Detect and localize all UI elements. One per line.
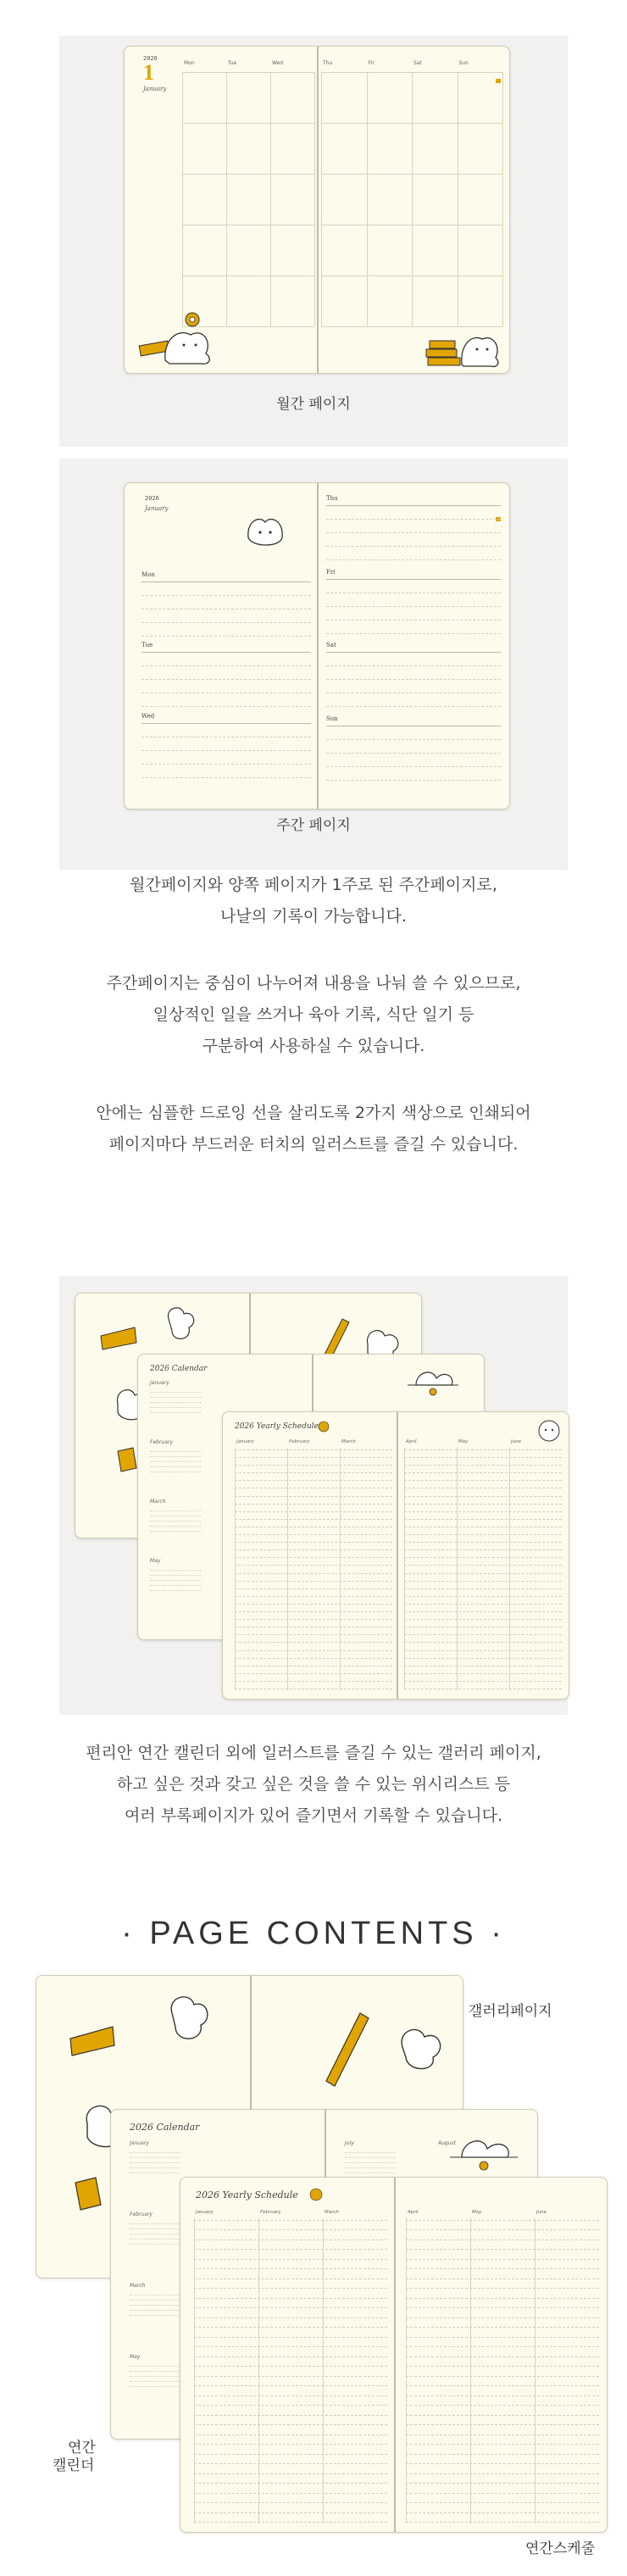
schedule-row-line [194,2307,387,2308]
mini-month-row [130,2315,180,2316]
mini-month-row [130,2376,180,2377]
schedule-row-line [404,1611,562,1612]
mini-month-row [150,1575,201,1576]
schedule-month-header: March [325,2210,339,2215]
schedule-row-line [194,2512,387,2513]
schedule-row-line [194,2405,387,2406]
schedule-col-line [287,1448,288,1690]
schedule-row-line [194,2424,387,2425]
desc1-line-7: 페이지마다 부드러운 터치의 일러스트를 즐길 수 있습니다. [108,1135,519,1154]
schedule-row-line [404,1642,562,1643]
grid-col-line [321,72,322,326]
writing-line [141,665,311,666]
schedule-row-line [406,2249,599,2250]
grid-row-line [182,174,314,175]
schedule-row-line [406,2307,599,2308]
mini-month-row [130,2167,180,2168]
mini-month-name: March [150,1499,166,1505]
mini-month-row [150,1521,201,1522]
schedule-month-header: April [408,2210,419,2215]
mini-month-row [150,1526,201,1527]
schedule-col-line [509,1448,510,1690]
schedule-row-line [194,2415,387,2416]
writing-line [326,766,501,767]
writing-line [326,532,501,533]
mini-month-name: July [345,2140,354,2146]
schedule-col-line [457,1448,458,1690]
weekday-header: Sat [413,60,422,66]
writing-line [141,636,311,637]
schedule-row-line [194,2268,387,2269]
schedule-row-line [235,1449,392,1450]
mini-month-row [345,2157,396,2158]
writing-line [326,665,501,666]
weekly-planner-spread [124,482,510,810]
schedule-month-header: May [472,2210,482,2215]
schedule-row-line [194,2385,387,2386]
schedule-row-line [404,1658,562,1659]
mini-month-name: May [130,2354,141,2360]
schedule-row-line [404,1472,562,1473]
schedule-row-line [404,1673,562,1674]
schedule-row-line [235,1457,392,1458]
weekday-label: Mon [141,571,155,578]
schedule-row-line [194,2356,387,2357]
writing-line [141,764,311,765]
mini-month-row [130,2371,180,2372]
schedule-row-line [404,1634,562,1635]
schedule-col-line [258,2218,259,2523]
schedule-row-line [404,1565,562,1566]
writing-line [326,780,501,781]
contents-orange-icon [309,2188,323,2201]
mini-month-name: May [150,1558,161,1564]
mini-month-row [150,1397,201,1398]
weekday-header: Fri [368,60,375,66]
writing-line [326,706,501,707]
description-block-2 [0,1738,627,1832]
mini-month-row [345,2162,396,2163]
desc1-line-6: 안에는 심플한 드로잉 선을 살리도록 2가지 색상으로 인쇄되어 [96,1104,531,1122]
mini-month-row [130,2223,180,2224]
schedule-row-line [406,2473,599,2474]
mini-month-row [130,2162,180,2163]
weekday-header: Sun [458,60,469,66]
writing-line [141,679,311,680]
gallery-page-label: 갤러리페이지 [469,2003,552,2020]
schedule-row-line [406,2463,599,2464]
dog-with-flower-illustration [131,301,225,369]
schedule-row-line [235,1565,392,1566]
schedule-row-line [235,1557,392,1558]
grid-col-line [502,72,503,326]
weekday-label: Tue [141,642,153,649]
contents-gallery-illustrations-right [258,1988,458,2123]
mini-month-row [130,2386,180,2387]
schedule-row-line [235,1504,392,1505]
mini-month-name: August [438,2140,456,2146]
schedule-row-line [235,1581,392,1582]
schedule-row-line [235,1519,392,1520]
monthly-grid-left [182,60,314,340]
schedule-row-line [194,2288,387,2289]
desc2-line-1: 편리안 연간 캘린더 외에 일러스트를 즐길 수 있는 갤러리 페이지, [86,1744,541,1762]
schedule-col-line [235,1448,236,1690]
mini-month-name: March [130,2283,146,2289]
schedule-row-line [406,2366,599,2367]
mini-month-row [345,2152,396,2153]
schedule-row-line [406,2229,599,2230]
page-contents-title: · PAGE CONTENTS · [121,1916,506,1951]
schedule-row-line [235,1549,392,1550]
schedule-col-line [404,1448,405,1690]
schedule-row-line [194,2220,387,2221]
schedule-row-line [194,2249,387,2250]
writing-line [326,546,501,547]
annual-calendar-label-2: 캘린더 [53,2457,95,2474]
weekly-left-page [141,483,311,810]
mini-month-row [150,1585,201,1586]
schedule-month-header: January [196,2210,214,2215]
schedule-month-header: June [511,1439,521,1444]
schedule-row-line [404,1596,562,1597]
schedule-row-line [235,1511,392,1512]
day-underline [141,581,311,582]
schedule-row-line [406,2268,599,2269]
weekly-year-label: 2026 [145,495,159,502]
schedule-row-line [194,2259,387,2260]
grid-row-line [182,275,314,276]
schedule-row-line [235,1611,392,1612]
monthly-planner-spread [124,46,510,374]
grid-col-line [314,72,315,326]
schedule-row-line [404,1588,562,1589]
schedule-row-line [406,2337,599,2338]
writing-line [326,559,501,560]
mini-month-row [130,2305,180,2306]
schedule-row-line [235,1472,392,1473]
schedule-row-line [194,2376,387,2377]
schedule-row-line [194,2346,387,2347]
schedule-row-line [235,1658,392,1659]
schedule-row-line [235,1573,392,1574]
writing-line [141,595,311,596]
orange-icon [318,1421,330,1433]
schedule-row-line [406,2493,599,2494]
mini-month-name: February [130,2212,153,2217]
schedule-row-line [404,1519,562,1520]
schedule-row-line [406,2346,599,2347]
writing-line [141,750,311,751]
schedule-row-line [404,1449,562,1450]
schedule-row-line [194,2434,387,2435]
monthly-page-panel [59,36,568,447]
schedule-row-line [406,2385,599,2386]
schedule-row-line [194,2454,387,2455]
mini-month-row [150,1531,201,1532]
schedule-row-line [194,2502,387,2503]
mini-month-row [130,2228,180,2229]
desc2-line-3: 여러 부록페이지가 있어 즐기면서 기록할 수 있습니다. [124,1806,503,1825]
schedule-row-line [406,2220,599,2221]
schedule-row-line [406,2483,599,2484]
schedule-row-line [194,2229,387,2230]
schedule-row-line [404,1480,562,1481]
contents-calendar-title: 2026 Calendar [130,2122,200,2133]
weekday-label: Thu [326,495,338,502]
mini-month-row [150,1451,201,1452]
schedule-row-line [406,2259,599,2260]
mini-month-row [150,1461,201,1462]
schedule-row-line [194,2239,387,2240]
writing-line [141,706,311,707]
schedule-row-line [404,1681,562,1682]
schedule-row-line [194,2327,387,2328]
contents-schedule-title: 2026 Yearly Schedule [196,2189,298,2200]
desc1-line-1: 월간페이지와 양쪽 페이지가 1주로 된 주간페이지로, [130,876,497,894]
mini-month-name: February [150,1439,173,1445]
grid-row-line [182,72,314,73]
schedule-row-line [194,2317,387,2318]
weekly-right-page [326,483,501,810]
schedule-month-header: May [458,1439,469,1444]
schedule-col-line [406,2218,407,2523]
schedule-row-line [194,2522,387,2523]
schedule-row-line [404,1581,562,1582]
schedule-row-line [406,2502,599,2503]
month-name: January [143,86,167,92]
desc2-line-2: 하고 싶은 것과 갖고 싶은 것을 쓸 수 있는 위시리스트 등 [116,1775,511,1794]
writing-line [326,753,501,754]
schedule-row-line [235,1465,392,1466]
weekday-label: Wed [141,712,155,720]
day-underline [326,579,501,580]
schedule-row-line [235,1480,392,1481]
writing-line [326,606,501,607]
schedule-row-line [404,1557,562,1558]
contents-peeking-dog-illustration [450,2134,518,2176]
day-underline [326,505,501,506]
mini-month-row [130,2244,180,2245]
schedule-month-header: March [341,1439,356,1444]
mini-month-row [150,1466,201,1467]
mini-month-name: January [150,1380,169,1386]
supplement-pages-panel [59,1276,568,1715]
schedule-row-line [235,1681,392,1682]
grid-row-line [182,123,314,124]
schedule-row-line [404,1549,562,1550]
writing-line [326,633,501,634]
schedule-row-line [404,1496,562,1497]
weekly-month-name: January [145,505,169,512]
schedule-row-line [406,2434,599,2435]
schedule-row-line [194,2395,387,2396]
weekday-label: Sat [326,642,336,648]
schedule-row-line [406,2317,599,2318]
month-number: 1 [143,60,154,85]
schedule-row-line [406,2356,599,2357]
schedule-month-header: February [289,1439,310,1444]
annual-schedule-label: 연간스케줄 [525,2540,596,2557]
schedule-row-line [406,2288,599,2289]
schedule-row-line [404,1457,562,1458]
grid-col-line [226,72,227,326]
peeking-dog-illustration [408,1366,458,1400]
weekday-header: Thu [323,60,333,66]
mini-month-row [150,1412,201,1413]
schedule-col-line [340,1448,341,1690]
monthly-grid-right [321,60,502,340]
mini-month-row [150,1407,201,1408]
writing-line [141,777,311,778]
contents-schedule-left [194,2210,387,2523]
mini-month-row [150,1392,201,1393]
mini-month-row [150,1402,201,1403]
schedule-row-line [235,1596,392,1597]
writing-line [326,679,501,680]
schedule-row-line [406,2512,599,2513]
desc1-line-4: 일상적인 일을 쓰거나 육아 기록, 식단 일기 등 [153,1005,474,1024]
schedule-month-header: June [536,2210,547,2215]
weekday-label: Sun [326,715,338,722]
contents-schedule-right [406,2210,599,2523]
grid-col-line [367,72,368,326]
mini-month-row [130,2157,180,2158]
schedule-row-line [194,2483,387,2484]
schedule-row-line [194,2493,387,2494]
mini-month-row [150,1580,201,1581]
schedule-col-line [470,2218,471,2523]
calendar-title: 2026 Calendar [150,1365,208,1373]
schedule-right-page [404,1439,562,1690]
day-underline [141,723,311,724]
grid-col-line [412,72,413,326]
schedule-row-line [194,2444,387,2445]
schedule-row-line [194,2278,387,2279]
day-underline [141,652,311,653]
writing-line [326,519,501,520]
schedule-row-line [406,2405,599,2406]
grid-col-line [270,72,271,326]
year-label: 2026 [143,55,158,62]
schedule-row-line [194,2298,387,2299]
schedule-row-line [235,1634,392,1635]
schedule-month-header: January [236,1439,254,1444]
weekday-label: Fri [326,568,336,576]
mini-month-row [130,2366,180,2367]
monthly-page-caption: 월간 페이지 [276,396,351,413]
schedule-row-line [194,2473,387,2474]
schedule-row-line [235,1673,392,1674]
dog-with-books-illustration [421,314,502,371]
day-underline [326,652,501,653]
weekly-page-caption: 주간 페이지 [276,817,351,834]
schedule-row-line [235,1642,392,1643]
schedule-row-line [406,2327,599,2328]
schedule-row-line [235,1534,392,1535]
writing-line [326,739,501,740]
schedule-row-line [235,1604,392,1605]
schedule-row-line [404,1542,562,1543]
writing-line [141,622,311,623]
weekday-header: Mon [184,60,195,66]
desc1-line-2: 나날의 기록이 가능합니다. [219,907,407,926]
schedule-row-line [404,1573,562,1574]
schedule-row-line [406,2454,599,2455]
description-block-1 [0,870,627,1160]
schedule-left-page [235,1439,392,1690]
schedule-col-line [194,2218,195,2523]
schedule-row-line [404,1465,562,1466]
mini-month-name: January [130,2140,149,2146]
mini-month-row [130,2300,180,2301]
schedule-row-line [194,2463,387,2464]
schedule-title: 2026 Yearly Schedule [235,1422,319,1431]
schedule-row-line [404,1650,562,1651]
schedule-row-line [404,1619,562,1620]
schedule-row-line [235,1619,392,1620]
schedule-row-line [404,1534,562,1535]
schedule-row-line [235,1588,392,1589]
annual-calendar-label-1: 연간 [68,2440,96,2456]
schedule-row-line [406,2298,599,2299]
mini-month-row [130,2381,180,2382]
desc1-line-5: 구분하여 사용하실 수 있습니다. [202,1037,425,1055]
schedule-row-line [406,2424,599,2425]
weekday-header: Tue [228,60,237,66]
schedule-row-line [235,1650,392,1651]
schedule-row-line [404,1604,562,1605]
schedule-row-line [406,2415,599,2416]
grid-col-line [182,72,183,326]
mini-month-row [130,2310,180,2311]
contents-schedule-spread [180,2177,608,2533]
schedule-row-line [404,1504,562,1505]
schedule-row-line [235,1542,392,1543]
weekly-page-panel [59,459,568,870]
schedule-month-header: February [260,2210,281,2215]
mini-month-row [345,2167,396,2168]
schedule-month-header: April [406,1439,417,1444]
schedule-row-line [235,1496,392,1497]
mini-month-row [150,1590,201,1591]
schedule-row-line [406,2239,599,2240]
weekday-header: Wed [272,60,284,66]
annual-schedule-spread [222,1411,569,1700]
mini-month-row [150,1456,201,1457]
schedule-row-line [406,2522,599,2523]
schedule-row-line [406,2444,599,2445]
schedule-row-line [194,2337,387,2338]
mini-month-row [150,1570,201,1571]
schedule-row-line [406,2376,599,2377]
schedule-row-line [406,2278,599,2279]
dog-face-small-illustration [536,1419,562,1443]
desc1-line-3: 주간페이지는 중심이 나누어져 내용을 나눠 쓸 수 있으므로, [106,974,521,993]
schedule-row-line [404,1511,562,1512]
schedule-row-line [194,2366,387,2367]
schedule-row-line [406,2395,599,2396]
schedule-col-line [323,2218,324,2523]
mini-month-row [130,2152,180,2153]
